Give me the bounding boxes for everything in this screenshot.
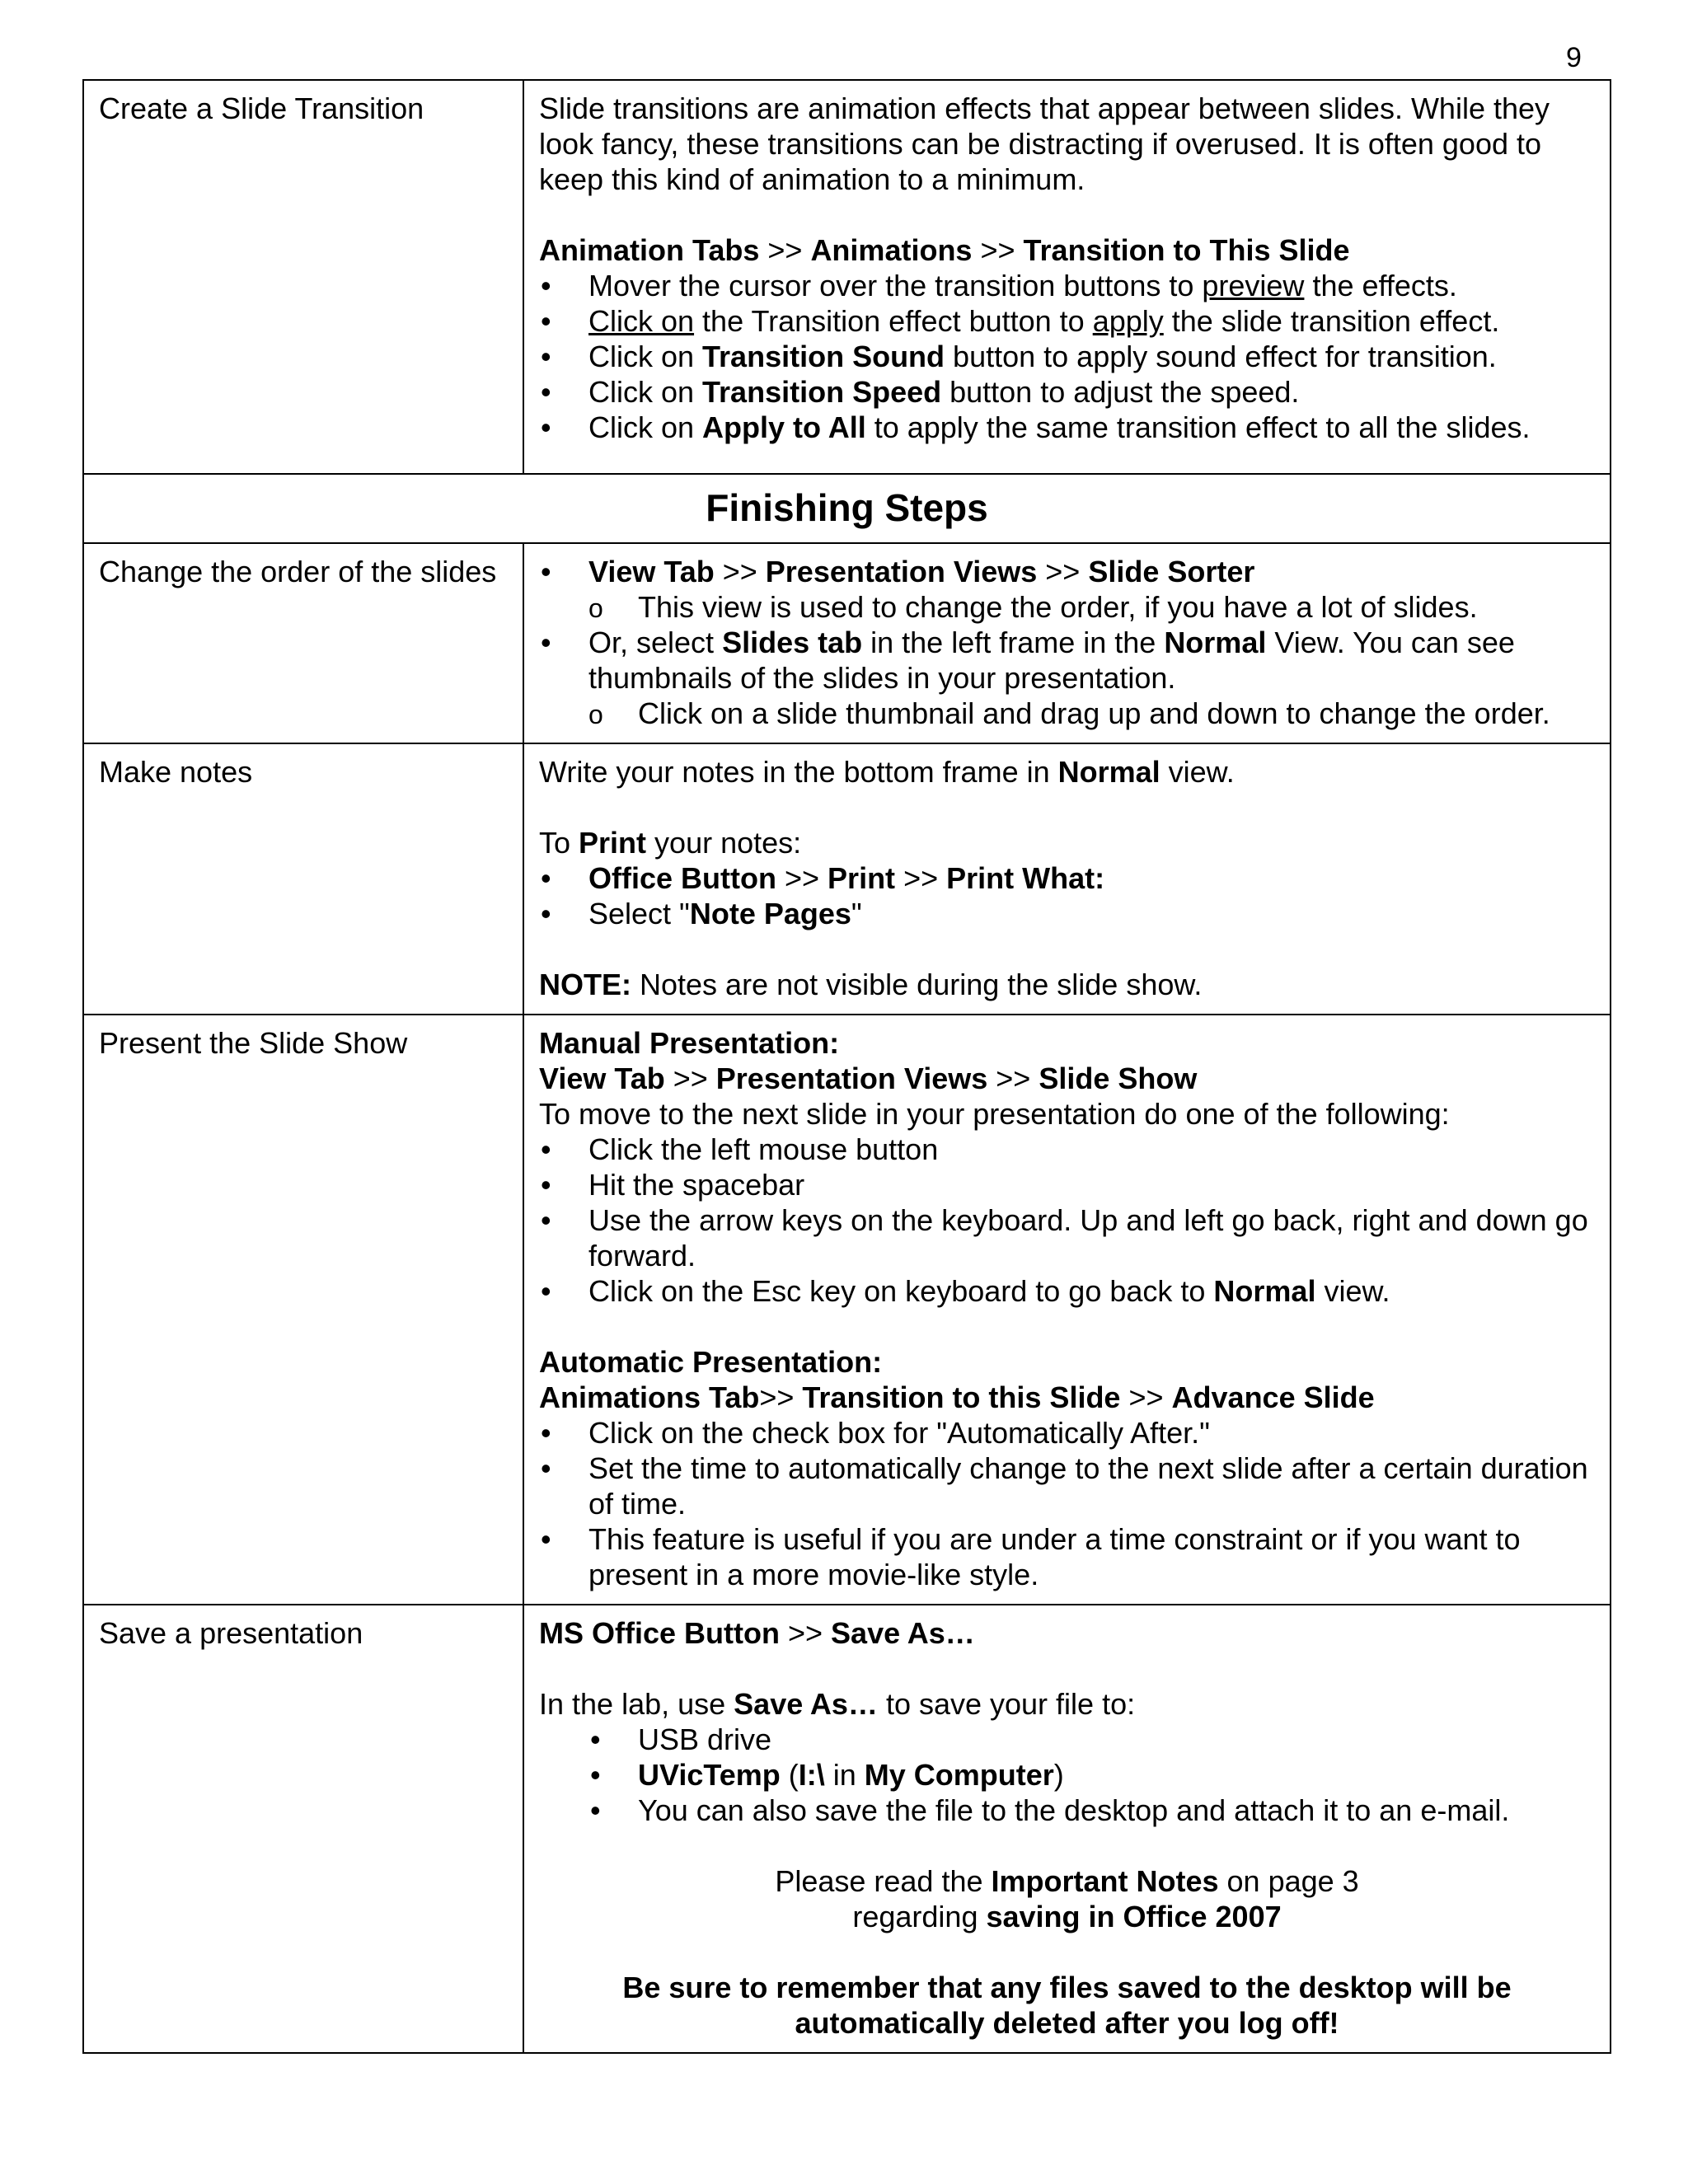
- row-content-notes: [523, 743, 1611, 1015]
- list-item: • Click the left mouse button: [539, 1132, 1595, 1167]
- transition-intro: Slide transitions are animation effects that appear between slides. While they look fancy, these transitions can be distracting if overused. It is often good to keep this kind of animation to a minimum.: [539, 91, 1550, 196]
- list-item: • Mover the cursor over the transition buttons to preview the effects.: [539, 268, 1595, 303]
- section-heading: Finishing Steps: [83, 474, 1611, 543]
- list-item: • Office Button >> Print >> Print What:: [539, 860, 1595, 896]
- table-row-order: [83, 543, 1611, 743]
- order-sub-list: [539, 589, 1595, 625]
- order-steps-list-2: [539, 625, 1595, 696]
- auto-steps-list: [539, 1415, 1595, 1592]
- instruction-table: [82, 79, 1611, 2054]
- list-item: • Click on Apply to All to apply the same transition effect to all the slides.: [539, 410, 1595, 445]
- save-intro: In the lab, use Save As… to save your file to:: [539, 1687, 1136, 1721]
- transition-path: Animation Tabs >> Animations >> Transition to This Slide: [539, 233, 1350, 267]
- manual-title: Manual Presentation:: [539, 1026, 840, 1060]
- sub-list-item: o Click on a slide thumbnail and drag up and down to change the order.: [539, 696, 1595, 731]
- page-number: 9: [1566, 42, 1582, 73]
- notes-note: NOTE: Notes are not visible during the slide show.: [539, 968, 1203, 1001]
- row-label: Make notes: [83, 743, 523, 1015]
- table-row-save: [83, 1605, 1611, 2053]
- manual-path: View Tab >> Presentation Views >> Slide Show: [539, 1062, 1198, 1095]
- table-row-notes: [83, 743, 1611, 1015]
- sub-list-item: o This view is used to change the order, if you have a lot of slides.: [539, 589, 1595, 625]
- table-row-heading: [83, 474, 1611, 543]
- list-item: • Click on Transition Sound button to apply sound effect for transition.: [539, 339, 1595, 374]
- order-steps-list: [539, 554, 1595, 589]
- list-item: • Use the arrow keys on the keyboard. Up and left go back, right and down go forward.: [539, 1202, 1595, 1273]
- table-row-present: [83, 1015, 1611, 1605]
- list-item: • Select "Note Pages": [539, 896, 1595, 931]
- list-item: • UVicTemp (I:\ in My Computer): [539, 1757, 1595, 1793]
- order-sub-list-2: [539, 696, 1595, 731]
- row-label: Create a Slide Transition: [83, 80, 523, 474]
- row-label: Present the Slide Show: [83, 1015, 523, 1605]
- row-label: Save a presentation: [83, 1605, 523, 2053]
- row-content-transition: [523, 80, 1611, 474]
- table-row-transition: [83, 80, 1611, 474]
- list-item: • This feature is useful if you are under a time constraint or if you want to present in a more movie-like style.: [539, 1521, 1595, 1592]
- list-item: • Click on Transition Speed button to adjust the speed.: [539, 374, 1595, 410]
- row-label: Change the order of the slides: [83, 543, 523, 743]
- manual-intro: To move to the next slide in your presentation do one of the following:: [539, 1097, 1450, 1131]
- notes-line: Write your notes in the bottom frame in Normal view.: [539, 755, 1235, 789]
- auto-path: Animations Tab>> Transition to this Slide >> Advance Slide: [539, 1380, 1375, 1414]
- manual-steps-list: [539, 1132, 1595, 1309]
- list-item: • Click on the Transition effect button to apply the slide transition effect.: [539, 303, 1595, 339]
- warning-text: Be sure to remember that any files saved to the desktop will be automatically deleted after you log off!: [622, 1971, 1512, 2040]
- notes-print-line: To Print your notes:: [539, 826, 802, 860]
- row-content-save: [523, 1605, 1611, 2053]
- transition-steps-list: [539, 268, 1595, 445]
- list-item: • Click on the Esc key on keyboard to go back to Normal view.: [539, 1273, 1595, 1309]
- row-content-present: [523, 1015, 1611, 1605]
- list-item: • Click on the check box for "Automatically After.": [539, 1415, 1595, 1451]
- auto-title: Automatic Presentation:: [539, 1345, 883, 1379]
- list-item: • USB drive: [539, 1722, 1595, 1757]
- list-item: • Hit the spacebar: [539, 1167, 1595, 1202]
- save-path: MS Office Button >> Save As…: [539, 1616, 975, 1650]
- list-item: • View Tab >> Presentation Views >> Slide Sorter: [539, 554, 1595, 589]
- list-item: • You can also save the file to the desktop and attach it to an e-mail.: [539, 1793, 1595, 1828]
- read-notes-line-2: regarding saving in Office 2007: [852, 1900, 1282, 1933]
- notes-steps-list: [539, 860, 1595, 931]
- read-notes-line-1: Please read the Important Notes on page 3: [775, 1864, 1359, 1898]
- list-item: • Set the time to automatically change to the next slide after a certain duration of time.: [539, 1451, 1595, 1521]
- save-locations-list: [539, 1722, 1595, 1828]
- list-item: • Or, select Slides tab in the left frame in the Normal View. You can see thumbnails of the slides in your presentation.: [539, 625, 1595, 696]
- row-content-order: [523, 543, 1611, 743]
